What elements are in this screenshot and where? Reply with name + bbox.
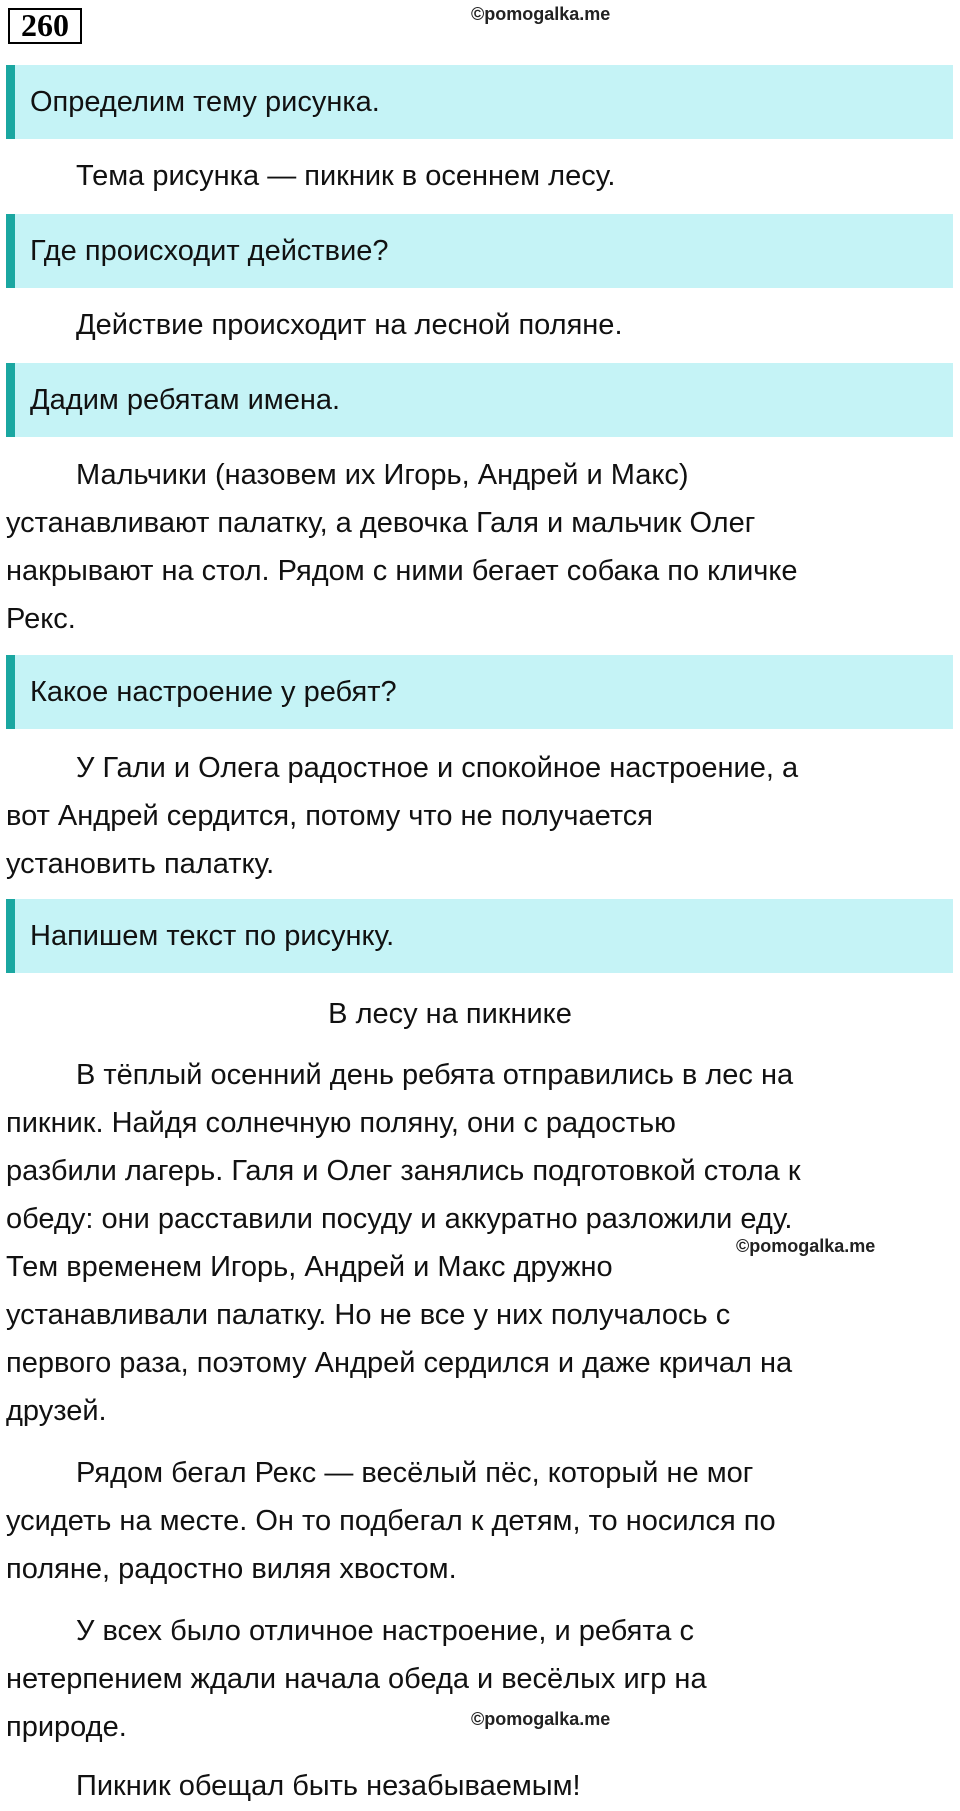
answer-topic: [6, 152, 906, 200]
story-line: разбили лагерь. Галя и Олег занялись подготовкой стола к: [6, 1155, 801, 1187]
answer-line: Мальчики (назовем их Игорь, Андрей и Макс): [76, 459, 689, 491]
story-paragraph: [6, 1762, 906, 1810]
story-line: В тёплый осенний день ребята отправились в лес на: [76, 1059, 794, 1091]
watermark-bottom: ©pomogalka.me: [471, 1709, 611, 1729]
answer-line: Действие происходит на лесной поляне.: [76, 309, 623, 341]
story-line: обеду: они расставили посуду и аккуратно разложили еду.: [6, 1203, 793, 1235]
story-line: Пикник обещал быть незабываемым!: [76, 1770, 581, 1802]
watermark-top: ©pomogalka.me: [471, 4, 611, 24]
story-line: поляне, радостно виляя хвостом.: [6, 1553, 457, 1585]
story-line: природе.: [6, 1711, 127, 1743]
answer-line: вот Андрей сердится, потому что не получается: [6, 800, 653, 832]
question-bar-topic: Определим тему рисунка.: [6, 65, 953, 139]
story-line: нетерпением ждали начала обеда и весёлых игр на: [6, 1663, 707, 1695]
question-bar-place: Где происходит действие?: [6, 214, 953, 288]
story-line: усидеть на месте. Он то подбегал к детям, то носился по: [6, 1505, 776, 1537]
question-bar-names: Дадим ребятам имена.: [6, 363, 953, 437]
story-line: пикник. Найдя солнечную поляну, они с радостью: [6, 1107, 676, 1139]
answer-line: устанавливают палатку, а девочка Галя и мальчик Олег: [6, 507, 756, 539]
answer-line: У Гали и Олега радостное и спокойное настроение, а: [76, 752, 799, 784]
story-line: Рядом бегал Рекс — весёлый пёс, который не мог: [76, 1457, 754, 1489]
story-title: В лесу на пикнике: [328, 998, 572, 1030]
answer-mood: [6, 744, 906, 888]
story-line: устанавливали палатку. Но не все у них получалось с: [6, 1299, 731, 1331]
answer-line: накрывают на стол. Рядом с ними бегает собака по кличке: [6, 555, 798, 587]
watermark-middle: ©pomogalka.me: [736, 1236, 876, 1256]
answer-names: [6, 451, 906, 643]
story-line: Тем временем Игорь, Андрей и Макс дружно: [6, 1251, 613, 1283]
question-bar-mood: Какое настроение у ребят?: [6, 655, 953, 729]
answer-line: Рекс.: [6, 603, 76, 635]
story-line: друзей.: [6, 1395, 107, 1427]
task-number: 260: [8, 8, 82, 44]
answer-place: [6, 301, 906, 349]
story-paragraph: [6, 1607, 906, 1751]
story-line: первого раза, поэтому Андрей сердился и даже кричал на: [6, 1347, 793, 1379]
story-paragraph: [6, 1449, 906, 1593]
question-bar-write: Напишем текст по рисунку.: [6, 899, 953, 973]
answer-line: установить палатку.: [6, 848, 275, 880]
answer-line: Тема рисунка — пикник в осеннем лесу.: [76, 160, 616, 192]
story-line: У всех было отличное настроение, и ребята с: [76, 1615, 694, 1647]
